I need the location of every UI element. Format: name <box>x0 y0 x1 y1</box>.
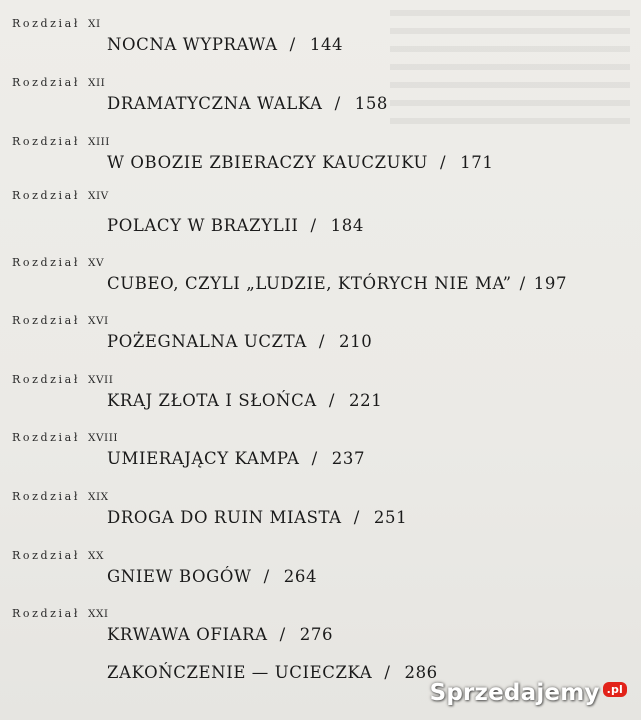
page-number: 184 <box>330 216 364 235</box>
page-number: 251 <box>373 508 408 527</box>
toc-entry <box>0 431 641 489</box>
pl-badge: .pl <box>603 682 627 697</box>
page-number: 210 <box>339 332 373 351</box>
chapter-title: UMIERAJĄCY KAMPA / 237 <box>107 449 366 468</box>
chapter-label: Rozdział XIV <box>12 189 109 202</box>
chapter-title: KRWAWA OFIARA / 276 <box>107 625 334 644</box>
page-number: 237 <box>331 449 366 468</box>
toc-entry <box>0 607 641 665</box>
epilogue-entry: ZAKOŃCZENIE — UCIECZKA / 286 <box>107 663 438 682</box>
chapter-label: Rozdział XXI <box>12 607 109 620</box>
page-number: 264 <box>283 567 318 586</box>
chapter-title: NOCNA WYPRAWA / 144 <box>107 35 344 54</box>
chapter-label: Rozdział XIX <box>12 490 109 503</box>
chapter-title: POŻEGNALNA UCZTA / 210 <box>107 332 373 351</box>
toc-entry <box>0 17 641 75</box>
page-number: 197 <box>533 274 568 293</box>
chapter-label: Rozdział XVII <box>12 373 114 386</box>
toc-entry <box>0 314 641 372</box>
page-number: 286 <box>404 663 438 682</box>
toc-entry <box>0 256 641 314</box>
chapter-title: KRAJ ZŁOTA I SŁOŃCA / 221 <box>107 391 383 410</box>
chapter-title: GNIEW BOGÓW / 264 <box>107 567 318 586</box>
page-number: 221 <box>349 391 383 410</box>
chapter-title: DROGA DO RUIN MIASTA / 251 <box>107 508 408 527</box>
chapter-title: CUBEO, CZYLI „LUDZIE, KTÓRYCH NIE MA” / 197 <box>107 274 568 293</box>
chapter-title: DRAMATYCZNA WALKA / 158 <box>107 94 389 113</box>
chapter-label: Rozdział XX <box>12 549 104 562</box>
toc-entry <box>0 135 641 193</box>
toc-entry <box>0 373 641 431</box>
chapter-label: Rozdział XVIII <box>12 431 118 444</box>
chapter-label: Rozdział XV <box>12 256 105 269</box>
chapter-label: Rozdział XIII <box>12 135 110 148</box>
chapter-label: Rozdział XI <box>12 17 101 30</box>
page-number: 171 <box>460 153 494 172</box>
page-number: 158 <box>354 94 389 113</box>
page-number: 144 <box>309 35 344 54</box>
toc-entry <box>0 490 641 548</box>
toc-entry <box>0 76 641 134</box>
chapter-label: Rozdział XII <box>12 76 106 89</box>
chapter-title: POLACY W BRAZYLII / 184 <box>107 216 364 235</box>
toc-entry <box>0 189 641 247</box>
toc-entry <box>0 549 641 607</box>
chapter-title: W OBOZIE ZBIERACZY KAUCZUKU / 171 <box>107 153 494 172</box>
page-number: 276 <box>299 625 334 644</box>
chapter-label: Rozdział XVI <box>12 314 109 327</box>
sprzedajemy-watermark: Sprzedajemy .pl <box>430 680 627 706</box>
